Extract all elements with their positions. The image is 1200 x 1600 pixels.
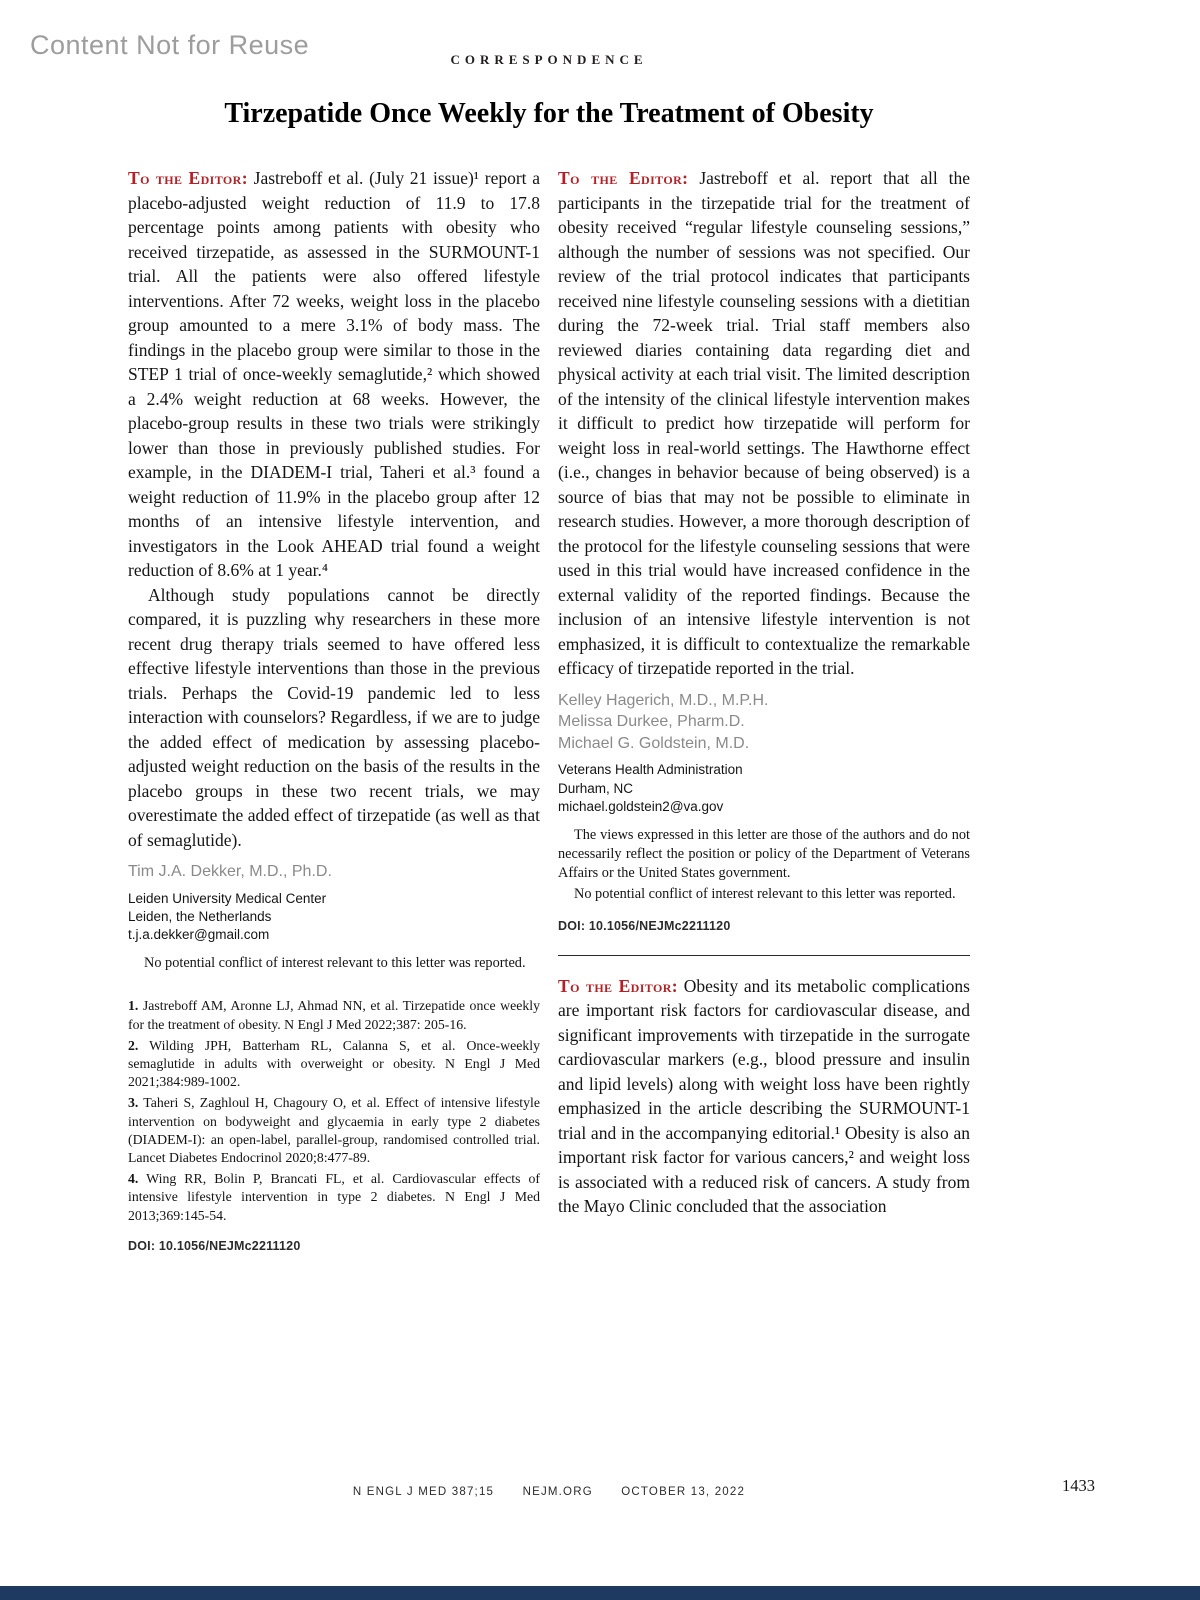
footer-site: NEJM.ORG xyxy=(522,1486,593,1498)
to-the-editor-label: To the Editor: xyxy=(558,168,689,188)
affiliation-line: Leiden University Medical Center xyxy=(128,890,327,906)
reference-item xyxy=(128,997,540,1033)
doi-line: DOI: 10.1056/NEJMc2211120 xyxy=(558,918,731,933)
reference-number: 4. xyxy=(128,1171,139,1187)
affiliation-line: Veterans Health Administration xyxy=(558,762,743,778)
page-number: 1433 xyxy=(1062,1476,1095,1495)
right-column xyxy=(558,166,970,1253)
author-name: Kelley Hagerich, M.D., M.P.H. xyxy=(558,691,769,709)
reference-list xyxy=(128,997,540,1224)
two-column-layout xyxy=(128,166,970,1253)
letter1-authors xyxy=(128,861,540,883)
reference-item xyxy=(128,1037,540,1092)
letter3-paragraph-1 xyxy=(558,974,970,1219)
footer-date: OCTOBER 13, 2022 xyxy=(621,1486,746,1498)
conflict-disclosure: No potential conflict of interest relevant to this letter was reported. xyxy=(574,886,956,903)
letter2-paragraph-1 xyxy=(558,166,970,681)
author-name: Michael G. Goldstein, M.D. xyxy=(558,734,750,752)
content-not-for-reuse-watermark: Content Not for Reuse xyxy=(30,30,310,60)
letter1-paragraph-1 xyxy=(128,166,540,583)
letter3-paragraph-1-text: Obesity and its metabolic complications are important risk factors for cardiovascular disease, and significant improvements with tirzepatide in the surrogate cardiovascular markers (e.g., blood pressure and insulin and lipid levels) along with weight loss have been rightly emphasized in the article describing the SURMOUNT-1 trial and in the accompanying editorial.¹ Obesity is also an important risk factor for various cancers,² and weight loss is associated with a reduced risk of cancers. A study from the Mayo Clinic concluded that the association xyxy=(558,975,970,1217)
reference-number: 2. xyxy=(128,1037,139,1053)
doi-line: DOI: 10.1056/NEJMc2211120 xyxy=(128,1238,301,1253)
affiliation-line: Durham, NC xyxy=(558,780,634,796)
letter2-affiliation xyxy=(558,761,970,816)
author-name: Tim J.A. Dekker, M.D., Ph.D. xyxy=(128,863,332,880)
letter1-paragraph-2: Although study populations cannot be directly compared, it is puzzling why researchers in these more recent drug therapy trials seemed to have offered less effective lifestyle interventions than those in the previous trials. Perhaps the Covid-19 pandemic led to less interaction with counselors? Regardless, if we are to judge the added effect of medication by assessing placebo-adjusted weight reduction on the basis of the results in the placebo groups in these two recent trials, we may overestimate the added effect of tirzepatide (as well as that of semaglutide). xyxy=(128,584,540,850)
reference-text: Jastreboff AM, Aronne LJ, Ahmad NN, et al. Tirzepatide once weekly for the treatment of obesity. N Engl J Med 2022;387: 205-16. xyxy=(128,998,540,1032)
email-address: t.j.a.dekker@gmail.com xyxy=(128,927,270,943)
reference-text: Wing RR, Bolin P, Brancati FL, et al. Cardiovascular effects of intensive lifestyle intervention in type 2 diabetes. N Engl J Med 2013;369:145-54. xyxy=(128,1171,540,1223)
reference-text: Taheri S, Zaghloul H, Chagoury O, et al. Effect of intensive lifestyle intervention on bodyweight and glycaemia in early type 2 diabetes (DIADEM-I): an open-label, parallel-group, randomised controlled trial. Lancet Diabetes Endocrinol 2020;8:477-89. xyxy=(128,1095,540,1166)
section-divider xyxy=(558,955,970,956)
letter1-paragraph-1-text: Jastreboff et al. (July 21 issue)¹ report a placebo-adjusted weight reduction of 11.9 to 17.8 percentage points among patients with obesity who received tirzepatide, as assessed in the SURMOUNT-1 trial. All the patients were also offered lifestyle interventions. After 72 weeks, weight loss in the placebo group amounted to a mere 3.1% of body mass. The findings in the placebo group were similar to those in the STEP 1 trial of once-weekly semaglutide,² which showed a 2.4% weight reduction at 68 weeks. However, the placebo-group results in these two trials were strikingly lower than those in previously published studies. For example, in the DIADEM-I trial, Taheri et al.³ found a weight reduction of 11.9% in the placebo group after 12 months of an intensive lifestyle intervention, and investigators in the Look AHEAD trial found a weight reduction of 8.6% at 1 year.⁴ xyxy=(128,168,540,580)
reference-number: 1. xyxy=(128,998,139,1014)
author-name: Melissa Durkee, Pharm.D. xyxy=(558,713,745,731)
footer-journal-issue: N ENGL J MED 387;15 xyxy=(352,1486,495,1498)
letter2-authors xyxy=(558,690,970,755)
affiliation-line: Leiden, the Netherlands xyxy=(128,908,272,924)
conflict-disclosure: No potential conflict of interest relevant to this letter was reported. xyxy=(144,955,526,972)
left-column xyxy=(128,166,540,1253)
email-address: michael.goldstein2@va.gov xyxy=(558,798,724,814)
to-the-editor-label: To the Editor: xyxy=(558,975,678,996)
journal-footer xyxy=(128,1486,970,1498)
to-the-editor-label: To the Editor: xyxy=(128,168,248,188)
reference-number: 3. xyxy=(128,1095,139,1111)
reference-text: Wilding JPH, Batterham RL, Calanna S, et al. Once-weekly semaglutide in adults with overweight or obesity. N Engl J Med 2021;384:989-1002. xyxy=(128,1037,540,1090)
section-header: CORRESPONDENCE xyxy=(450,52,648,67)
reference-item xyxy=(128,1170,540,1225)
bottom-bar xyxy=(0,1586,1200,1600)
letter2-paragraph-1-text: Jastreboff et al. report that all the participants in the tirzepatide trial for the treatment of obesity received “regular lifestyle counseling sessions,” although the number of sessions was not specified. Our review of the trial protocol indicates that participants received nine lifestyle counseling sessions with a dietitian during the 72-week trial. Trial staff members also reviewed diaries containing data regarding diet and physical activity at each trial visit. The limited description of the intensity of the clinical lifestyle intervention makes it difficult to predict how tirzepatide will perform for weight loss in real-world settings. The Hawthorne effect (i.e., changes in behavior because of being observed) is a source of bias that may not be possible to eliminate in research studies. However, a more thorough description of the protocol for the lifestyle counseling sessions that were used in this trial would have increased confidence in the external validity of the reported findings. Because the inclusion of an intensive lifestyle intervention is not emphasized, it is difficult to contextualize the remarkable efficacy of tirzepatide reported in the trial. xyxy=(558,168,971,678)
letter1-affiliation xyxy=(128,890,540,945)
views-disclaimer: The views expressed in this letter are those of the authors and do not necessarily reflect the position or policy of the Department of Veterans Affairs or the United States government. xyxy=(558,826,970,882)
reference-item xyxy=(128,1094,540,1167)
article-title: Tirzepatide Once Weekly for the Treatment of Obesity xyxy=(224,98,874,129)
